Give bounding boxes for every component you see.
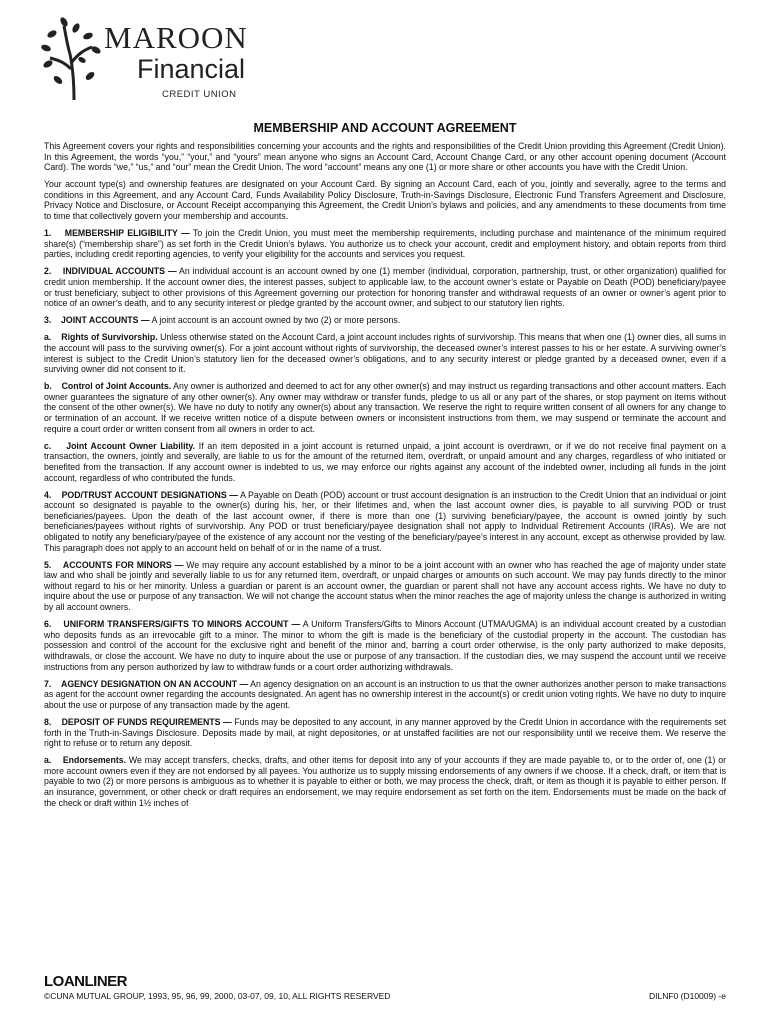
section-paragraph bbox=[44, 619, 726, 672]
section-text: A Payable on Death (POD) account or trust account designation is an instruction to the Credit Union that an individual or joint account so designated is payable to the owner(s) during his, her, or their lifetimes and, when the last account owner dies, is payable to all surviving POD or trust beneficiaries/payees. Upon the death of the last account owner, if there is more than one (1) surviving beneficiary/payee, the account is owned jointly by such beneficiaries/payees without rights of survivorship. Any POD or trust beneficiary/payee designation shall not apply to Individual Retirement Accounts (IRAs). We are not obligated to notify any beneficiary/payee of the existence of any account nor the vesting of the beneficiary/payee’s interest in any account, except as otherwise provided by law. This paragraph does not apply to an account held on behalf of or in the name of a trust. bbox=[44, 489, 726, 553]
sections-list bbox=[44, 228, 726, 808]
section-text: Any owner is authorized and deemed to act for any other owner(s) and may instruct us regarding transactions and other account matters. Each owner guarantees the signature of any other owner(s). Any owner may withdraw or transfer funds, pledge to us all or any part of the shares, or stop payment on items without the consent of the other owner(s). We have no duty to notify any owner(s) about any transaction. We reserve the right to require written consent of all owners for any change to or termination of an account. If we receive written notice of a dispute between owners or inconsistent instructions from them, we may suspend or terminate the account and require a court order or written consent from all owners in order to act. bbox=[44, 381, 727, 434]
section-heading: 3. JOINT ACCOUNTS — bbox=[44, 315, 150, 326]
section-text: We may accept transfers, checks, drafts, and other items for deposit into any of your accounts if they are made payable to, or to the order of, one (1) or more account owners even if they are not endorsed by all payees. You authorize us to supply missing endorsements of any owners if we choose. If a check, draft, or item that is payable to two (2) or more persons is ambiguous as to whether it is payable to either or both, we may process the check, draft, or item as though it is payable to either person. If an insurance, government, or other check or draft requires an endorsement, we may require endorsement as set forth on the item. Endorsements must be made on the back of the check or draft within 1½ inches of bbox=[44, 755, 726, 808]
section-paragraph bbox=[44, 441, 726, 483]
section-heading: c. Joint Account Owner Liability. bbox=[44, 440, 196, 451]
section-paragraph bbox=[44, 228, 726, 260]
credit-union-logo bbox=[40, 14, 280, 104]
section-heading: b. Control of Joint Accounts. bbox=[44, 381, 172, 392]
section-heading: 5. ACCOUNTS FOR MINORS — bbox=[44, 559, 184, 570]
brand-subname: Financial bbox=[137, 54, 246, 84]
section-text: Funds may be deposited to any account, in any manner approved by the Credit Union in accordance with the requirements set forth in the Truth-in-Savings Disclosure. Deposits made by mail, at night depositories, or at unstaffed facilities are not our responsibility until we receive them. We reserve the right to refuse or to return any deposit. bbox=[44, 716, 726, 749]
section-text: A Uniform Transfers/Gifts to Minors Account (UTMA/UGMA) is an individual account created by a custodian who deposits funds as an irrevocable gift to a minor. The minor to whom the gift is made is the beneficiary of the custodial property in the account. The custodian has possession and control of the account for the exclusive right and benefit of the minor and, barring a court order otherwise, is the only party authorized to make deposits, withdrawals, or close the account. We have no duty to inquire about the use or purpose of any transaction. If the custodian dies, we may suspend the account until we receive instructions from any person authorized by law to withdraw funds or a court order authorizing withdrawals. bbox=[44, 619, 726, 672]
section-text: If an item deposited in a joint account is returned unpaid, a joint account is overdrawn, or if we do not receive final payment on a transaction, the owners, jointly and severally, are liable to us for the amount of the returned item, overdraft, or unpaid amount and any charges, regardless of who initiated or benefited from the transaction. If any account owner is indebted to us, we may enforce our rights against any account of the indebted owner, including all funds in the joint account, regardless of who contributed the funds. bbox=[44, 440, 726, 483]
section-paragraph bbox=[44, 332, 726, 374]
loanliner-logo: LOANLINER bbox=[44, 973, 127, 990]
section-text: We may require any account established by a minor to be a joint account with an owner who has reached the age of majority under state law and who shall be jointly and severally liable to us for any returned item, overdraft, or unpaid charges or amounts on such account. We may pay funds directly to the minor without regard to his or her minority. Unless a guardian or parent is an account owner, the guardian or parent shall not have any account access rights. We have no duty to inquire about the use or purpose of any transaction. We will not change the account status when the minor reaches the age of majority unless the change is authorized in writing by all account owners. bbox=[44, 559, 726, 613]
brand-tagline: CREDIT UNION bbox=[162, 89, 237, 100]
section-paragraph bbox=[44, 717, 726, 749]
section-paragraph bbox=[44, 560, 726, 613]
section-heading: 4. POD/TRUST ACCOUNT DESIGNATIONS — bbox=[44, 489, 238, 500]
section-paragraph bbox=[44, 315, 726, 326]
section-heading: a. Rights of Survivorship. bbox=[44, 332, 158, 343]
section-heading: 7. AGENCY DESIGNATION ON AN ACCOUNT — bbox=[44, 678, 249, 689]
section-heading: 8. DEPOSIT OF FUNDS REQUIREMENTS — bbox=[44, 716, 232, 727]
section-text: An individual account is an account owned by one (1) member (individual, corporation, partnership, trust, or other organization) qualified for credit union membership. If the account owner dies, the interest passes, subject to applicable law, to the account owner’s estate or Payable on Death (POD) beneficiary/payee or trust beneficiary, subject to other provisions of this Agreement governing our protection for honoring transfer and withdrawal requests of an owner or owner’s agent prior to notice of an owner’s death, and to any security interest or pledge granted by the account owner, and subject to our statutory lien rights. bbox=[44, 266, 726, 309]
section-text: A joint account is an account owned by two (2) or more persons. bbox=[149, 315, 401, 326]
document-body bbox=[44, 141, 726, 815]
section-text: An agency designation on an account is an instruction to us that the owner authorizes another person to make transactions as agent for the account owner regarding the accounts designated. An agent has no ownership interest in the account(s) or credit union voting rights. We have no duty to inquire about the use or purpose of any transaction made by the agent. bbox=[44, 678, 726, 710]
section-heading: 2. INDIVIDUAL ACCOUNTS — bbox=[44, 266, 177, 277]
section-text: Unless otherwise stated on the Account Card, a joint account includes rights of survivorship. This means that when one (1) owner dies, all sums in the account will pass to the surviving owner(s). For a joint account without rights of survivorship, the deceased owner’s interest passes to his or her estate. A surviving owner’s interest is subject to the Credit Union’s statutory lien for the deceased owner’s obligations, and to any security interest or pledge granted by a deceased owner, even if a surviving owner did not consent to it. bbox=[44, 332, 726, 375]
intro-paragraph: This Agreement covers your rights and responsibilities concerning your accounts and the rights and responsibilities of the Credit Union providing this Agreement (Credit Union). In this Agreement, the words “you,” “your,” and “yours” mean anyone who signs an Account Card, Account Change Card, or any other account opening document (Account Card). The words “we,” “us,” and “our” mean the Credit Union. The word “account” means any one (1) or more share or other accounts you have with the Credit Union. bbox=[44, 141, 726, 173]
copyright-text: ©CUNA MUTUAL GROUP, 1993, 95, 96, 99, 2000, 03-07, 09, 10, ALL RIGHTS RESERVED bbox=[44, 991, 391, 1001]
section-heading: a. Endorsements. bbox=[44, 755, 127, 766]
tree-icon bbox=[40, 14, 110, 104]
section-text: To join the Credit Union, you must meet the membership requirements, including purchase and maintenance of the minimum required share(s) (“membership share”) as set forth in the Credit Union’s bylaws. You authorize us to check your account, credit and employment history, and obtain reports from third parties, including credit reporting agencies, to verify your eligibility for the accounts and services you request. bbox=[44, 228, 726, 260]
section-paragraph bbox=[44, 381, 726, 434]
brand-name: MAROON bbox=[104, 20, 248, 55]
section-heading: 6. UNIFORM TRANSFERS/GIFTS TO MINORS ACCOUNT — bbox=[44, 619, 301, 630]
section-paragraph bbox=[44, 490, 726, 554]
form-number: DILNF0 (D10009) -e bbox=[648, 991, 726, 1001]
document-title: MEMBERSHIP AND ACCOUNT AGREEMENT bbox=[253, 121, 517, 135]
section-paragraph bbox=[44, 755, 726, 808]
section-paragraph bbox=[44, 679, 726, 711]
section-heading: 1. MEMBERSHIP ELIGIBILITY — bbox=[44, 228, 190, 239]
intro-paragraph: Your account type(s) and ownership features are designated on your Account Card. By signing an Account Card, each of you, jointly and severally, agree to the terms and conditions in this Agreement, and any Account Card, Funds Availability Policy Disclosure, Truth-in-Savings Disclosure, Electronic Fund Transfers Agreement and Disclosure, Privacy Notice and Disclosure, or Account Receipt accompanying this Agreement, the Credit Union’s bylaws and policies, and any amendments to these documents from time to time that collectively govern your membership and accounts. bbox=[44, 179, 726, 222]
section-paragraph bbox=[44, 266, 726, 308]
